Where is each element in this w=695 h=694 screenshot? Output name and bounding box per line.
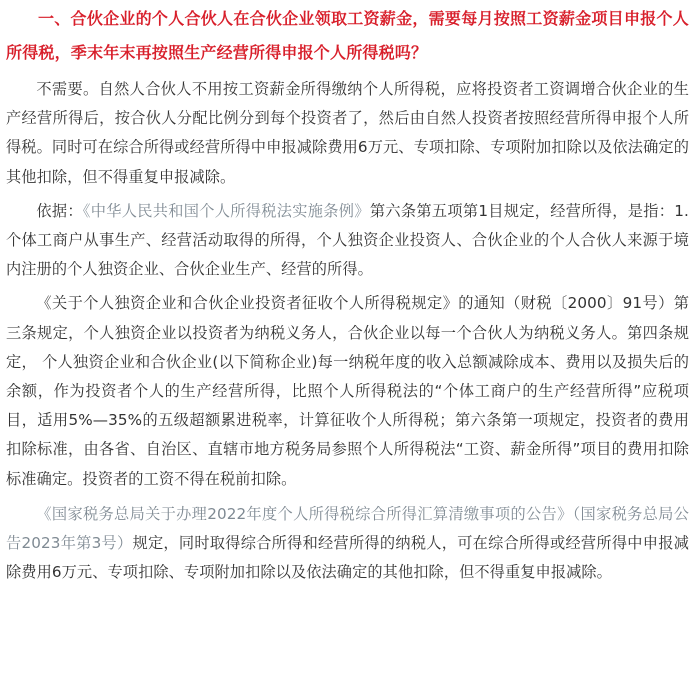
basis-text: 第六条第五项第1目规定，经营所得，是指：1.个体工商户从事生产、经营活动取得的所得，个人独资企业投资人、合伙企业的个人合伙人来源于境内注册的个人独资企业、合伙企业生产、经营的所得。 bbox=[6, 201, 689, 279]
question-heading: 一、合伙企业的个人合伙人在合伙企业领取工资薪金，需要每月按照工资薪金项目申报个人所得税，季末年末再按照生产经营所得申报个人所得税吗？ bbox=[6, 9, 689, 62]
basis-paragraph bbox=[6, 197, 689, 285]
announcement-paragraph bbox=[6, 500, 689, 588]
basis-prefix: 依据： bbox=[36, 201, 83, 220]
regulation-reference: 《中华人民共和国个人所得税法实施条例》 bbox=[82, 201, 370, 220]
announcement-text: 规定，同时取得综合所得和经营所得的纳税人，可在综合所得或经营所得中申报减除费用6万元、专项扣除、专项附加扣除以及依法确定的其他扣除，但不得重复申报减除。 bbox=[6, 534, 689, 582]
notice-paragraph: 《关于个人独资企业和合伙企业投资者征收个人所得税规定》的通知（财税〔2000〕91号）第三条规定，个人独资企业以投资者为纳税义务人，合伙企业以每一个合伙人为纳税义务人。第四条规定， 个人独资企业和合伙企业(以下简称企业)每一纳税年度的收入总额减除成本、费用以及损失后的余额，作为投资者个人的生产经营所得，比照个人所得税法的“个体工商户的生产经营所得”应税项目，适用5%—35%的五级超额累进税率，计算征收个人所得税；第六条第一项规定，投资者的费用扣除标准，由各省、自治区、直辖市地方税务局参照个人所得税法“工资、薪金所得”项目的费用扣除标准确定。投资者的工资不得在税前扣除。 bbox=[6, 294, 689, 488]
answer-paragraph: 不需要。自然人合伙人不用按工资薪金所得缴纳个人所得税，应将投资者工资调增合伙企业的生产经营所得后，按合伙人分配比例分到每个投资者了，然后由自然人投资者按照经营所得申报个人所得税。同时可在综合所得或经营所得中申报减除费用6万元、专项扣除、专项附加扣除以及依法确定的其他扣除，但不得重复申报减除。 bbox=[6, 80, 689, 186]
announcement-reference: 《国家税务总局关于办理2022年度个人所得税综合所得汇算清缴事项的公告》（国家税务总局公告2023年第3号） bbox=[6, 504, 689, 553]
